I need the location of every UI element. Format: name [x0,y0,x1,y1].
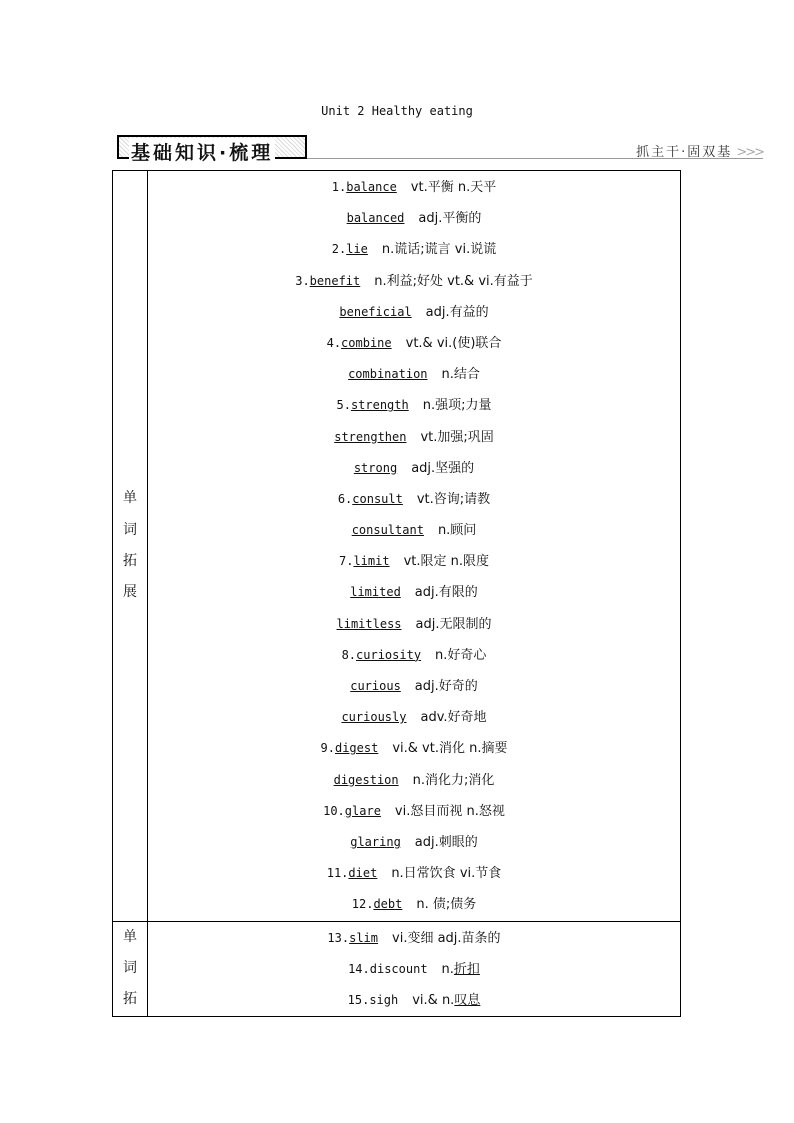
section-label-2 [113,921,148,1017]
entry-definition: adj.平衡的 [418,211,482,227]
definition-text: vi.& n. [412,992,455,1008]
entry-number: 9. [320,741,335,756]
entry-word: strength [350,398,409,413]
entry-word: curiously [341,710,407,725]
entry-definition: vt.咨询;请教 [416,491,491,507]
entry-list [148,171,680,921]
entry-word: limited [350,585,401,600]
definition-answer: 叹息 [454,992,481,1008]
entry-word: balanced [346,211,405,226]
entry-word: strong [353,460,398,475]
list-item [148,484,680,515]
side-char: 拓 [123,991,137,1008]
list-item [148,390,680,421]
entry-word: glare [344,803,381,818]
entry-word: consultant [351,523,424,538]
entry-list [148,922,680,1017]
entry-word: curious [350,679,401,693]
entry-definition: adj.刺眼的 [414,834,478,850]
entry-number: 8. [341,647,357,662]
entry-number: 14. [348,961,370,976]
list-item [148,515,680,546]
entry-definition: n.顾问 [437,523,477,539]
entry-definition: n.日常饮食 vi.节食 [391,866,502,882]
entry-word: debt [373,897,403,912]
entry-definition: adj.坚强的 [411,460,475,476]
list-item [148,359,680,390]
entry-definition: adv.好奇地 [420,710,487,726]
entry-word: digestion [333,772,399,787]
entry-definition: vt.加强;巩固 [420,429,494,445]
banner-title: 基础知识·梳理 [129,138,275,165]
entry-definition: vt.限定 n.限度 [403,554,489,570]
entry-number: 13. [327,930,350,945]
section-entries-2 [148,921,681,1017]
list-item [148,827,680,858]
entry-word: limitless [336,616,402,631]
entry-word: combine [341,335,392,350]
entry-number: 1. [331,180,347,194]
entry-definition: adj.好奇的 [414,679,478,694]
entry-word: limit [353,554,390,569]
entry-number: 4. [326,335,342,350]
list-item [148,796,680,827]
entry-definition: vi.& vt.消化 n.摘要 [392,741,508,757]
entry-number: 5. [336,398,351,413]
list-item [148,546,680,577]
entry-word: glaring [350,834,401,849]
entry-number: 15. [347,992,370,1007]
section-banner [113,135,763,163]
list-item [148,640,680,671]
definition-answer: 折扣 [453,961,480,977]
entry-word: digest [334,741,379,756]
list-item [148,266,680,297]
list-item [148,203,680,234]
list-item [148,985,680,1016]
list-item [148,923,680,954]
list-item [148,954,680,985]
list-item [148,577,680,608]
list-item [148,733,680,764]
side-char: 单 [123,490,137,507]
list-item [148,889,680,920]
entry-definition [412,993,480,1008]
side-char: 展 [123,583,137,600]
banner-subtitle [636,141,763,160]
vocabulary-table [112,170,681,1017]
entry-number: 11. [326,866,349,881]
side-char: 拓 [123,552,137,569]
side-char: 词 [123,521,137,538]
arrows-icon: >>> [736,145,763,160]
entry-definition [442,962,480,977]
definition-text: vi.变细 adj.苗条的 [392,930,501,946]
entry-definition: n.消化力;消化 [412,772,495,788]
list-item [148,328,680,359]
banner-box [117,135,307,164]
list-item [148,453,680,484]
entry-number: 7. [338,554,354,569]
entry-definition: n.强项;力量 [422,398,492,414]
list-item [148,858,680,889]
entry-word: consult [352,491,403,506]
entry-word: sigh [369,992,399,1007]
entry-number: 3. [295,273,310,288]
entry-word: beneficial [339,304,412,319]
list-item [148,671,680,702]
entry-number: 2. [331,242,347,257]
list-item [148,765,680,796]
unit-title: Unit 2 Healthy eating [321,104,473,118]
entry-number: 10. [323,803,345,818]
section-row-2 [113,921,681,1017]
entry-word: slim [349,930,379,945]
entry-word: curiosity [356,647,422,662]
entry-number: 6. [337,491,353,506]
side-char: 单 [123,928,137,945]
list-item [148,172,680,203]
entry-definition: n. 债;债务 [416,897,477,913]
list-item [148,609,680,640]
entry-word: combination [348,367,428,382]
entry-definition: adj.有益的 [425,304,489,320]
list-item [148,297,680,328]
entry-word: benefit [309,273,361,288]
entry-word: discount [369,961,428,976]
entry-definition [392,931,501,946]
section-row-1 [113,171,681,922]
entry-definition: vt.平衡 n.天平 [410,180,497,195]
list-item [148,234,680,265]
entry-definition: adj.有限的 [414,585,478,601]
entry-word: diet [348,866,378,881]
entry-word: strengthen [334,429,407,444]
entry-definition: n.谎话;谎言 vi.说谎 [381,242,497,258]
section-entries-1 [148,171,681,922]
entry-definition: n.结合 [441,367,480,383]
entry-word: lie [346,242,368,257]
entry-number: 12. [351,897,374,912]
entry-definition: vt.& vi.(使)联合 [405,335,502,351]
list-item [148,422,680,453]
banner-subtitle-text: 抓主干·固双基 [636,145,733,160]
definition-text: n. [441,961,454,977]
entry-definition: adj.无限制的 [415,616,492,632]
side-char: 词 [123,960,137,977]
entry-word: balance [346,180,397,194]
entry-definition: n.好奇心 [435,647,487,663]
list-item [148,702,680,733]
entry-definition: vi.怒目而视 n.怒视 [394,803,505,819]
entry-definition: n.利益;好处 vt.& vi.有益于 [374,273,533,289]
section-label-1 [113,171,148,922]
